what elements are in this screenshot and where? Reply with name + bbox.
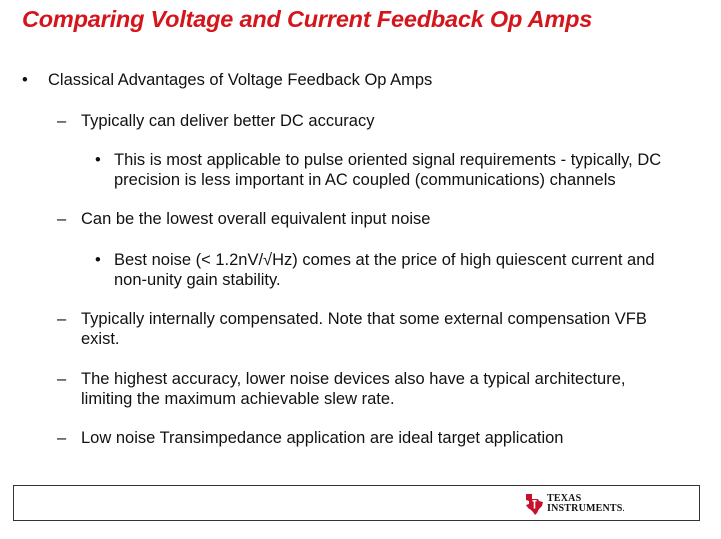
texas-instruments-logo [524,491,625,517]
dash-marker: – [57,429,67,447]
logo-line-instruments-text: INSTRUMENTS [547,503,623,514]
bullet-text: Low noise Transimpedance application are ideal target application [81,429,564,447]
slide-title: Comparing Voltage and Current Feedback Op Amps [22,6,593,32]
bullet-text-line: exist. [81,330,120,348]
dash-marker: – [57,210,67,228]
bullet-text: Can be the lowest overall equivalent input noise [81,210,431,228]
bullet-text-line: Best noise (< 1.2nV/√Hz) comes at the price of high quiescent current and [114,251,655,269]
bullet-text-line: This is most applicable to pulse oriented signal requirements - typically, DC [114,151,662,169]
bullet-marker: • [95,251,101,269]
bullet-text: Typically can deliver better DC accuracy [81,112,375,130]
dash-marker: – [57,112,67,130]
bullet-text-line: Typically internally compensated. Note that some external compensation VFB [81,310,647,328]
dash-marker: – [57,370,67,388]
bullet-text-line: limiting the maximum achievable slew rate. [81,390,395,408]
dash-marker: – [57,310,67,328]
bullet-text: Classical Advantages of Voltage Feedback Op Amps [48,71,433,89]
bullet-marker: • [22,71,28,89]
bullet-marker: • [95,151,101,169]
texas-state-icon [524,492,544,516]
logo-line-instruments [547,504,625,514]
logo-registered-mark: . [622,505,625,513]
bullet-text-line: precision is less important in AC coupled (communications) channels [114,171,616,189]
logo-line-texas: TEXAS [547,493,582,504]
bullet-text-line: non-unity gain stability. [114,271,281,289]
bullet-text-line: The highest accuracy, lower noise devices also have a typical architecture, [81,370,626,388]
ti-wordmark [547,494,625,514]
